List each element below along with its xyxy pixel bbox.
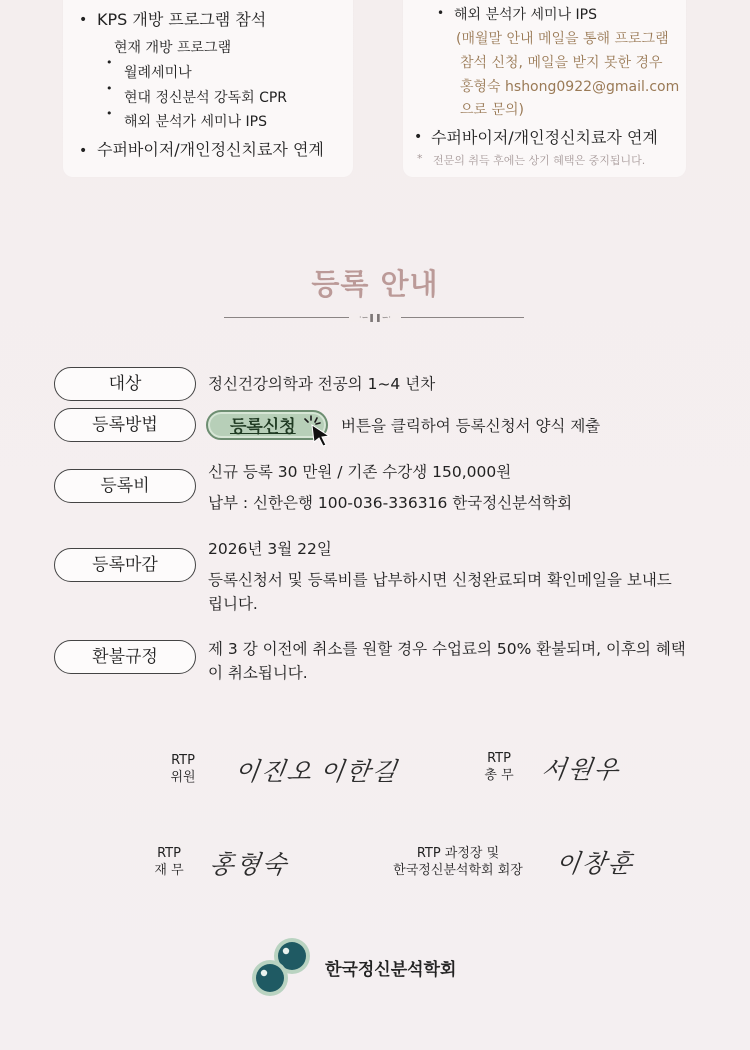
section-title: 등록 안내: [311, 267, 439, 301]
bullet-icon: •: [106, 107, 113, 120]
bullet-icon: •: [79, 12, 88, 28]
target-label: 대상: [54, 367, 196, 401]
cursor-icon: [302, 414, 336, 448]
deadline-note: 립니다.: [208, 595, 258, 613]
benefit-detail: (매월말 안내 메일을 통해 프로그램: [456, 31, 669, 47]
target-value: 정신건강의학과 전공의 1~4 년차: [208, 375, 436, 393]
method-value: 버튼을 클릭하여 등록신청서 양식 제출: [341, 417, 601, 435]
refund-label: 환불규정: [54, 640, 196, 674]
society-logo-icon: [250, 936, 312, 998]
fee-label: 등록비: [54, 469, 196, 503]
benefit-sub-item: 해외 분석가 세미나 IPS: [124, 114, 268, 130]
organization-name: 한국정신분석학회: [325, 960, 457, 980]
deadline-note: 등록신청서 및 등록비를 납부하시면 신청완료되며 확인메일을 보내드: [208, 571, 672, 589]
benefit-item: 해외 분석가 세미나 IPS: [454, 7, 598, 23]
benefit-item: KPS 개방 프로그램 참석: [97, 10, 267, 29]
committee-role: RTP 위원: [170, 753, 196, 785]
payment-value: 납부 : 신한은행 100-036-336316 한국정신분석학회: [208, 494, 573, 512]
signature: 홍형숙: [207, 850, 291, 879]
general-affairs-role: RTP 총 무: [484, 751, 514, 783]
signature: 서원우: [539, 755, 623, 784]
note-mark: *: [417, 152, 423, 165]
benefit-detail: 으로 문의): [460, 102, 525, 118]
signature: 이창훈: [553, 849, 637, 878]
apply-button[interactable]: 등록신청: [206, 410, 328, 440]
refund-value: 이 취소됩니다.: [208, 664, 308, 682]
benefit-note: 전문의 취득 후에는 상기 혜택은 중지됩니다.: [433, 154, 646, 167]
method-label: 등록방법: [54, 408, 196, 442]
fee-value: 신규 등록 30 만원 / 기존 수강생 150,000원: [208, 463, 512, 481]
signature: 이한길: [317, 757, 401, 786]
deadline-date: 2026년 3월 22일: [208, 540, 332, 558]
benefit-sub-item: 현대 정신분석 강독회 CPR: [124, 90, 288, 106]
bullet-icon: •: [414, 129, 423, 145]
benefit-item: 수퍼바이저/개인정신치료자 연계: [431, 128, 658, 147]
benefit-sub-item: 월례세미나: [124, 65, 192, 81]
divider-ornament-icon: ·∽❚❚∽·: [349, 313, 401, 322]
signature: 이진오: [232, 757, 316, 786]
finance-role: RTP 재 무: [154, 846, 184, 878]
bullet-icon: •: [79, 143, 88, 159]
benefit-detail: 참석 신청, 메일을 받지 못한 경우: [460, 55, 663, 71]
deadline-label: 등록마감: [54, 548, 196, 582]
bullet-icon: •: [106, 56, 113, 69]
chair-role: RTP 과정장 및 한국정신분석학회 회장: [393, 846, 523, 878]
refund-value: 제 3 강 이전에 취소를 원할 경우 수업료의 50% 환불되며, 이후의 혜택: [208, 640, 686, 658]
benefit-item: 수퍼바이저/개인정신치료자 연계: [97, 140, 324, 159]
benefit-sub-heading: 현재 개방 프로그램: [114, 40, 232, 56]
bullet-icon: •: [106, 82, 113, 95]
bullet-icon: •: [437, 6, 445, 20]
benefit-detail: 홍형숙 hshong0922@gmail.com: [460, 79, 680, 95]
